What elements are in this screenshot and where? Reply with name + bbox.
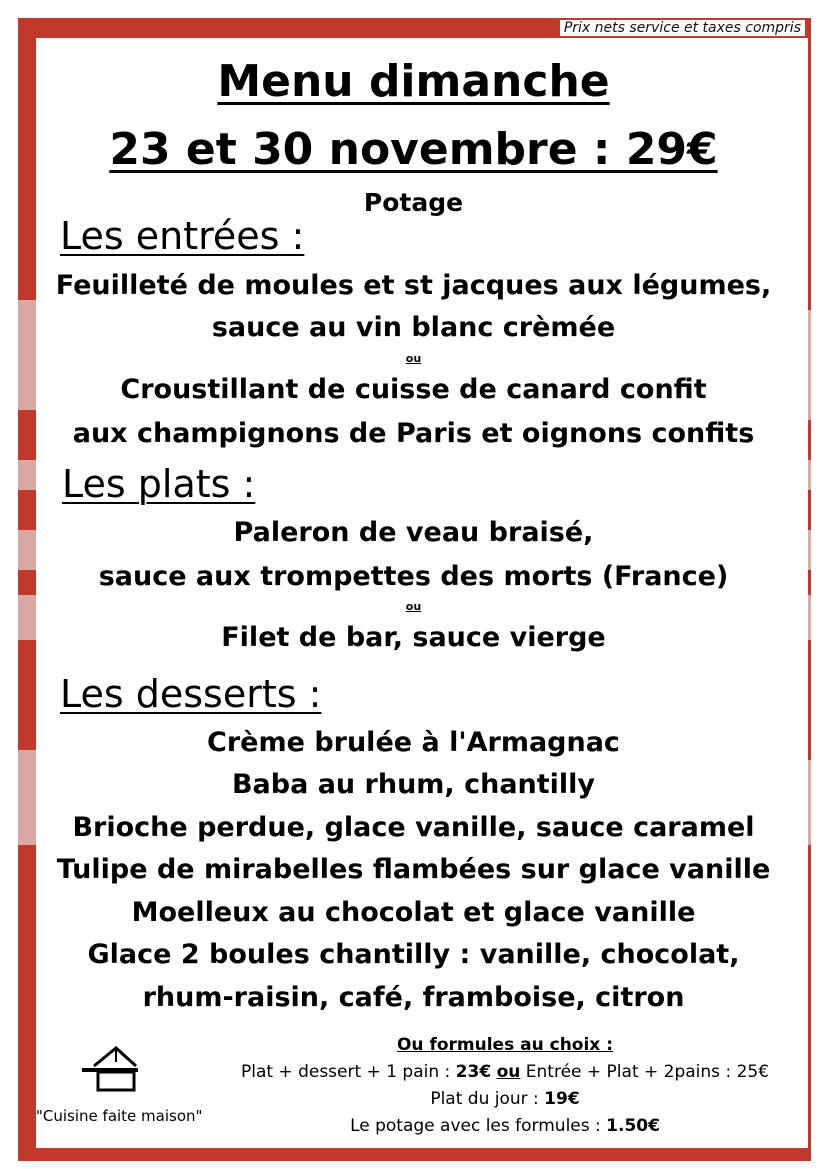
border-stripe: [18, 460, 36, 490]
or-label: ou: [405, 352, 422, 365]
entree-1-line2: sauce au vin blanc crèmée: [211, 312, 616, 343]
formule-line: [200, 1062, 810, 1082]
formule-price: 19€: [544, 1089, 580, 1109]
dessert-item: Baba au rhum, chantilly: [231, 769, 596, 800]
section-desserts: Les desserts :: [60, 672, 322, 716]
dessert-item: Crème brulée à l'Armagnac: [207, 727, 620, 758]
formules-heading: [200, 1035, 810, 1055]
section-entrees: Les entrées :: [60, 214, 305, 258]
house-icon: [80, 1044, 140, 1094]
plat-2: Filet de bar, sauce vierge: [221, 622, 606, 653]
menu-title: Menu dimanche: [217, 56, 610, 107]
formule-line: [200, 1089, 810, 1109]
price-note: Prix nets service et taxes compris: [560, 20, 805, 36]
menu-date-price: 23 et 30 novembre : 29€: [109, 124, 718, 175]
entree-1-line1: Feuilleté de moules et st jacques aux légumes,: [55, 270, 772, 301]
formule-text: Le potage avec les formules :: [350, 1116, 607, 1136]
plat-1-line2: sauce aux trompettes des morts (France): [98, 561, 729, 592]
dessert-item: Glace 2 boules chantilly : vanille, chocolat,: [87, 939, 740, 970]
dessert-item: rhum-raisin, café, framboise, citron: [142, 982, 685, 1013]
formule-text: Entrée + Plat + 2pains : 25€: [520, 1062, 770, 1082]
or-label: ou: [405, 600, 422, 613]
potage: Potage: [363, 188, 464, 217]
formule-or: ou: [496, 1062, 521, 1082]
formule-price: 1.50€: [606, 1116, 660, 1136]
plat-1-line1: Paleron de veau braisé,: [233, 517, 594, 548]
formule-line: [200, 1116, 810, 1136]
formules-heading-text: Ou formules au choix :: [396, 1035, 613, 1055]
dessert-item: Moelleux au chocolat et glace vanille: [131, 897, 696, 928]
dessert-item: Tulipe de mirabelles flambées sur glace vanille: [56, 854, 771, 885]
formule-text: Plat du jour :: [430, 1089, 545, 1109]
dessert-item: Brioche perdue, glace vanille, sauce caramel: [72, 812, 755, 843]
entree-2-line1: Croustillant de cuisse de canard confit: [120, 374, 707, 405]
entree-2-line2: aux champignons de Paris et oignons confits: [72, 418, 755, 449]
formule-price: 23€: [455, 1062, 492, 1082]
homemade-label: "Cuisine faite maison": [36, 1107, 203, 1125]
formule-text: Plat + dessert + 1 pain :: [240, 1062, 456, 1082]
section-plats: Les plats :: [62, 462, 256, 506]
